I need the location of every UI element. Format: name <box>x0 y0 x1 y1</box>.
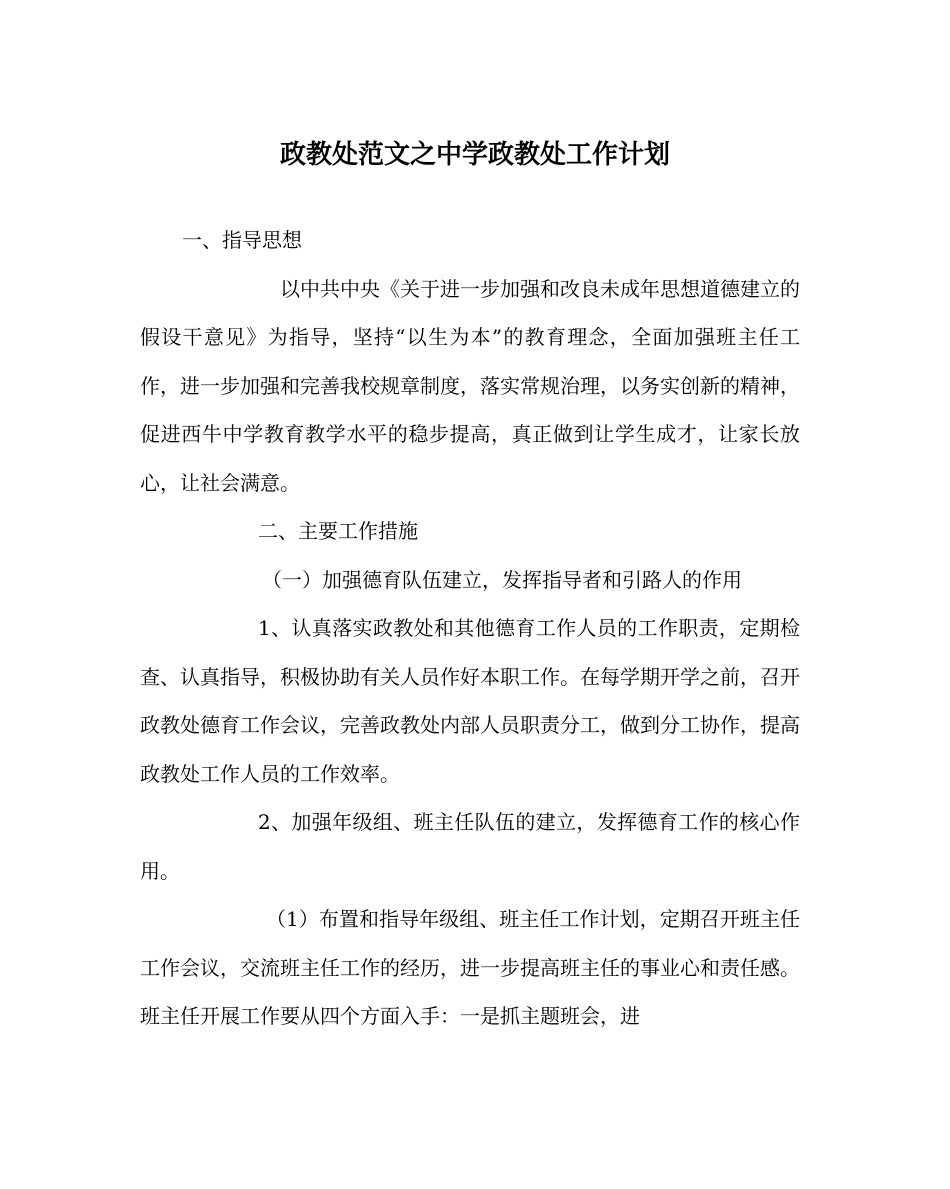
paragraph-item-1: 1、认真落实政教处和其他德育工作人员的工作职责，定期检查、认真指导，积极协助有关人员作好本职工作。在每学期开学之前，召开政教处德育工作会议，完善政教处内部人员职责分工，做到分工协作，提高政教处工作人员的工作效率。 <box>140 616 800 786</box>
document-title: 政教处范文之中学政教处工作计划 <box>279 140 670 170</box>
section-heading-guiding-ideology: 一、指导思想 <box>182 228 302 252</box>
subsection-heading-moral-team: （一）加强德育队伍建立，发挥指导者和引路人的作用 <box>262 567 742 592</box>
paragraph-item-2-1: （1）布置和指导年级组、班主任工作计划，定期召开班主任工作会议，交流班主任工作的经历，进一步提高班主任的事业心和责任感。班主任开展工作要从四个方面入手：一是抓主题班会，进 <box>140 907 800 1028</box>
section-heading-main-measures: 二、主要工作措施 <box>258 519 418 543</box>
paragraph-guiding-ideology: 以中共中央《关于进一步加强和改良未成年思想道德建立的假设干意见》为指导，坚持“以生为本”的教育理念，全面加强班主任工作，进一步加强和完善我校规章制度，落实常规治理，以务实创新的精神，促进西牛中学教育教学水平的稳步提高，真正做到让学生成才，让家长放心，让社会满意。 <box>140 276 800 495</box>
paragraph-item-2: 2、加强年级组、班主任队伍的建立，发挥德育工作的核心作用。 <box>140 810 800 883</box>
document-body <box>140 216 800 1041</box>
